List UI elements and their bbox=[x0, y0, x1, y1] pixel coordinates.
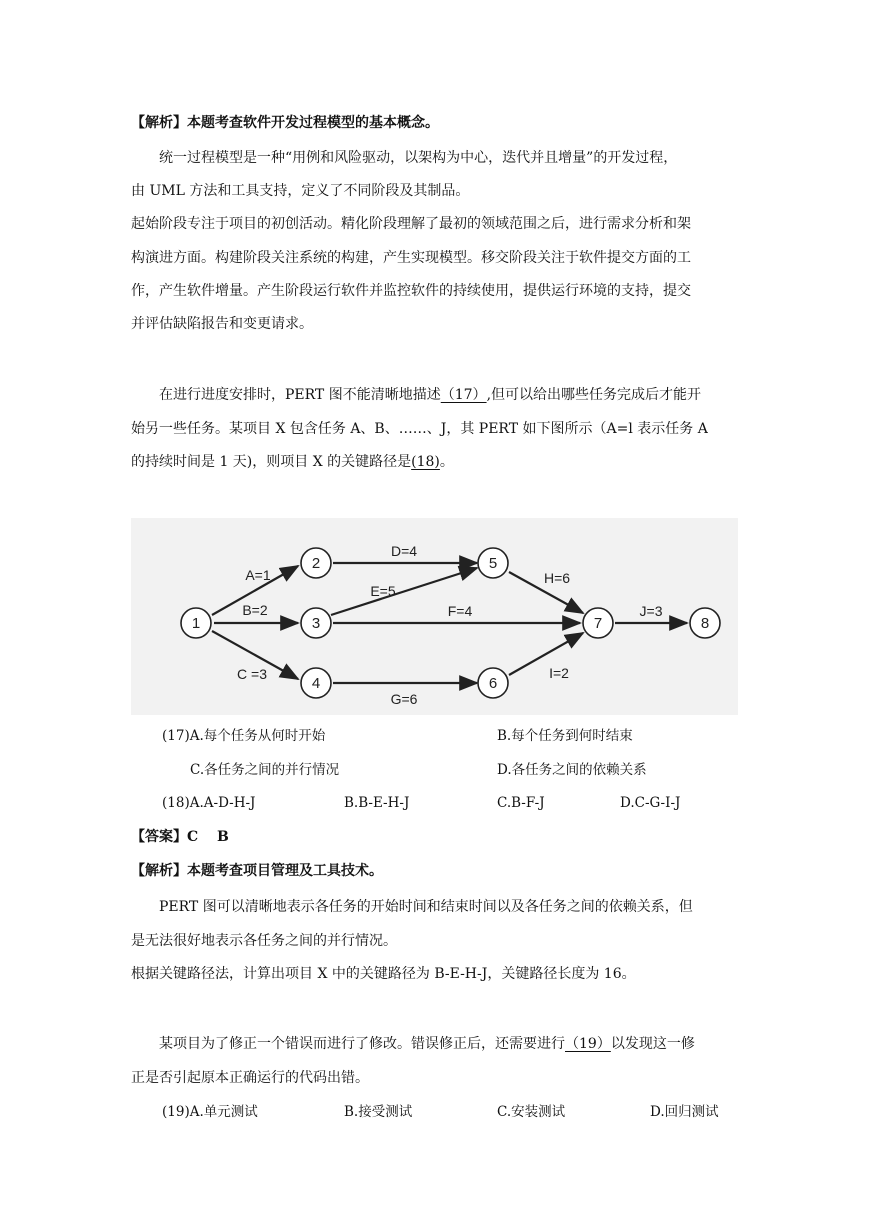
paragraph-line: PERT 图可以清晰地表示各任务的开始时间和结束时间以及各任务之间的依赖关系，但 bbox=[159, 899, 693, 915]
paragraph-line: 作，产生软件增量。产生阶段运行软件并监控软件的持续使用，提供运行环境的支持，提交 bbox=[131, 283, 691, 299]
option-18-d: D.C-G-I-J bbox=[620, 795, 681, 811]
paragraph-line: 构演进方面。构建阶段关注系统的构建，产生实现模型。移交阶段关注于软件提交方面的工 bbox=[131, 250, 691, 266]
question-text: 某项目为了修正一个错误而进行了修改。错误修正后，还需要进行 bbox=[159, 1036, 565, 1052]
paragraph-line: 起始阶段专注于项目的初创活动。精化阶段理解了最初的领域范围之后，进行需求分析和架 bbox=[131, 216, 691, 232]
edge-label-b: B=2 bbox=[242, 602, 268, 618]
analysis-heading-1: 【解析】本题考查软件开发过程模型的基本概念。 bbox=[131, 115, 439, 131]
paragraph-line: 并评估缺陷报告和变更请求。 bbox=[131, 316, 313, 332]
edge-label-c: C =3 bbox=[237, 666, 267, 682]
edge-label-f: F=4 bbox=[447, 603, 473, 619]
answer-blank-18: (18) bbox=[411, 454, 440, 470]
answer-blank-19: （19） bbox=[565, 1036, 611, 1052]
option-17-a: (17)A.每个任务从何时开始 bbox=[162, 728, 326, 744]
pert-diagram-svg bbox=[131, 518, 738, 715]
answer-blank-17: （17） bbox=[440, 387, 487, 403]
question-line bbox=[159, 1034, 695, 1054]
edge-label-j: J=3 bbox=[639, 603, 663, 619]
question-text: 以发现这一修 bbox=[610, 1036, 695, 1052]
question-text: 在进行进度安排时，PERT 图不能清晰地描述 bbox=[159, 387, 441, 403]
pert-diagram bbox=[131, 518, 738, 715]
option-19-c: C.安装测试 bbox=[497, 1104, 566, 1120]
option-18-a: (18)A.A-D-H-J bbox=[162, 795, 256, 811]
option-17-c: C.各任务之间的并行情况 bbox=[190, 762, 340, 778]
option-19-b: B.接受测试 bbox=[344, 1104, 413, 1120]
paragraph-line: 根据关键路径法，计算出项目 X 中的关键路径为 B-E-H-J，关键路径长度为 16。 bbox=[131, 966, 636, 982]
node-2-label: 2 bbox=[311, 555, 321, 572]
question-text: 。 bbox=[439, 454, 454, 470]
edge-label-h: H=6 bbox=[543, 570, 571, 586]
analysis-heading-2: 【解析】本题考查项目管理及工具技术。 bbox=[131, 863, 383, 879]
paragraph-line: 是无法很好地表示各任务之间的并行情况。 bbox=[131, 933, 397, 949]
edge-label-g: G=6 bbox=[390, 691, 418, 707]
paragraph-line: 由 UML 方法和工具支持，定义了不同阶段及其制品。 bbox=[131, 183, 470, 199]
option-18-b: B.B-E-H-J bbox=[344, 795, 410, 811]
question-line: 正是否引起原本正确运行的代码出错。 bbox=[131, 1070, 369, 1086]
edge-label-i: I=2 bbox=[549, 665, 569, 681]
option-19-d: D.回归测试 bbox=[650, 1104, 719, 1120]
paragraph-line: 统一过程模型是一种“用例和风险驱动，以架构为中心，迭代并且增量”的开发过程， bbox=[159, 150, 678, 166]
edge-label-d: D=4 bbox=[390, 543, 418, 559]
node-3-label: 3 bbox=[311, 615, 321, 632]
question-line bbox=[131, 452, 454, 472]
option-17-d: D.各任务之间的依赖关系 bbox=[497, 762, 647, 778]
node-8-label: 8 bbox=[700, 615, 710, 632]
node-5-label: 5 bbox=[488, 555, 498, 572]
question-text: 的持续时间是 1 天)，则项目 X 的关键路径是 bbox=[131, 454, 412, 470]
option-17-b: B.每个任务到何时结束 bbox=[497, 728, 633, 744]
edge-label-a: A=1 bbox=[245, 567, 271, 583]
node-1-label: 1 bbox=[191, 615, 201, 632]
option-18-c: C.B-F-J bbox=[497, 795, 545, 811]
edge-label-e: E=5 bbox=[370, 583, 396, 599]
question-line: 始另一些任务。某项目 X 包含任务 A、B、……、J，其 PERT 如下图所示（A=l 表示任务 A bbox=[131, 421, 708, 437]
question-text: ,但可以给出哪些任务完成后才能开 bbox=[486, 387, 702, 403]
option-19-a: (19)A.单元测试 bbox=[162, 1104, 258, 1120]
node-7-label: 7 bbox=[593, 615, 603, 632]
edge-i bbox=[509, 633, 583, 675]
node-4-label: 4 bbox=[311, 675, 321, 692]
node-6-label: 6 bbox=[488, 675, 498, 692]
question-line bbox=[159, 385, 701, 405]
answer-line: 【答案】C B bbox=[131, 829, 229, 845]
